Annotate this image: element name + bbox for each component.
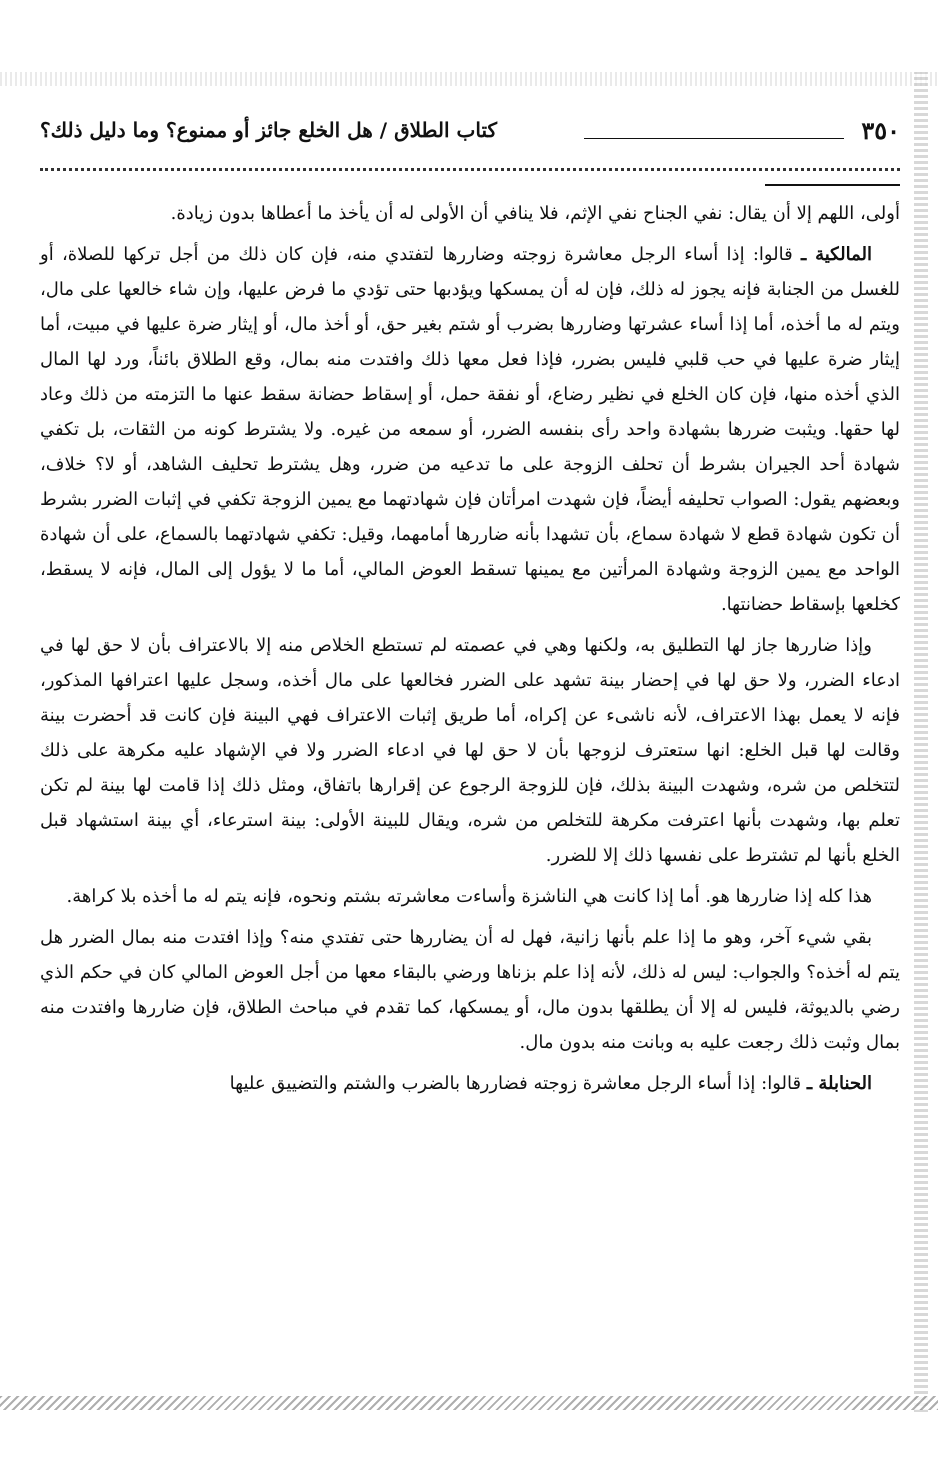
page-body: [40, 196, 900, 1107]
paragraph-text: هذا كله إذا ضاررها هو. أما إذا كانت هي الناشزة وأساءت معاشرته بشتم ونحوه، فإنه يتم له ما أخذه بلا كراهة.: [66, 886, 872, 907]
page-number: ٣٥٠: [861, 116, 900, 145]
header-dotted-rule: [40, 168, 900, 171]
paragraph: [40, 879, 900, 914]
school-heading-hanbali: الحنابلة ـ: [806, 1073, 872, 1094]
paragraph-text: قالوا: إذا أساء الرجل معاشرة زوجته وضاررها لتفتدي منه، فإن كان ذلك من أجل تركها للصلاة، أو للغسل من الجنابة فإنه يجوز له ذلك، فإن له أن يمسكها ويؤدبها حتى تؤدي ما فرض عليها، وإن شاء خالعها على مال، ويتم له ما أخذه، أما إذا أساء عشرتها وضاررها بضرب أو شتم بغير حق، أو أخذ مال، أو إيثار ضرة عليها في مبيت، أما إيثار ضرة عليها في حب قلبي فليس بضرر، فإذا فعل معها ذلك وافتدت منه بمال، وقع الطلاق بائناً، ورد لها المال الذي أخذه منها، فإن كان الخلع في نظير رضاع، أو نفقة حمل، أو إسقاط حضانة سقط عنها ما التزمته من ذلك وعاد لها حقها. ويثبت ضررها بشهادة واحد رأى بنفسه الضرر، أو سمعه من غيره. ولا يشترط كونه من الثقات، بل تكفي شهادة أحد الجيران بشرط أن تحلف الزوجة على ما تدعيه من ضرر، وهل يشترط تحليف الشاهد، أو لا؟ خلاف، وبعضهم يقول: الصواب تحليفه أيضاً، فإن شهدت امرأتان فإن شهادتهما مع يمين الزوجة تكفي في إثبات الضرر بشرط أن تكون شهادة قطع لا شهادة سماع، بأن تشهدا بأنه ضاررها أمامهما، وقيل: تكفي شهادتهما بالسماع، على أن شهادة الواحد مع يمين الزوجة وشهادة المرأتين مع يمينها تسقط العوض المالي، أما ما لا يؤول إلى المال، فإنه لا يسقط، كخلعها بإسقاط حضانتها.: [40, 244, 900, 615]
paragraph-text: أولى، اللهم إلا أن يقال: نفي الجناح نفي الإثم، فلا ينافي أن الأولى له أن يأخذ ما أعطاها بدون زيادة.: [170, 203, 900, 224]
running-header: [40, 112, 900, 152]
paragraph: [40, 237, 900, 622]
paragraph-text: بقي شيء آخر، وهو ما إذا علم بأنها زانية، فهل له أن يضاررها حتى تفتدي منه؟ وإذا افتدت منه بمال الضرر هل يتم له أخذه؟ والجواب: ليس له ذلك، لأنه إذا علم بزناها ورضي بالبقاء معها من أجل العوض المالي كان في حكم الذي رضي بالديوثة، فليس له إلا أن يطلقها بدون مال، أو يمسكها، كما تقدم في مباحث الطلاق، فإن ضاررها وافتدت منه بمال وثبت ذلك رجعت عليه به وبانت منه بدون مال.: [40, 927, 900, 1053]
paragraph: [40, 920, 900, 1060]
paragraph: [40, 628, 900, 873]
school-heading-maliki: المالكية ـ: [801, 244, 872, 265]
top-ornament-border: [0, 72, 938, 86]
paragraph-text: وإذا ضاررها جاز لها التطليق به، ولكنها وهي في عصمته لم تستطع الخلاص منه إلا بالاعتراف بأن لا حق لها في ادعاء الضرر، ولا حق لها في إحضار بينة تشهد على الضرر فخالعها على مال أخذه، وسجل عليها اعترافها المذكور، فإنه لا يعمل بهذا الاعتراف، لأنه ناشىء عن إكراه، أما طريق إثبات الاعتراف فهي البينة فإن كانت قد أحضرت بينة وقالت لها قبل الخلع: انها ستعترف لزوجها بأن لا حق لها في ادعاء الضرر ولا في الإشهاد عليه مكرهة على ذلك لتتخلص من شره، وشهدت البينة بذلك، فإن للزوجة الرجوع عن إقرارها باتفاق، ومثل ذلك إذا قامت لها بينة لم تكن تعلم بها، وشهدت بأنها اعترفت مكرهة للتخلص من شره، ويقال للبينة الأولى: بينة استرعاء، أي بينة استشهاد قبل الخلع بأنها لم تشترط على نفسها ذلك إلا للضرر.: [40, 635, 900, 866]
paragraph: [40, 1066, 900, 1101]
right-ornament-border: [914, 72, 928, 1412]
running-title: كتاب الطلاق / هل الخلع جائز أو ممنوع؟ وما دليل ذلك؟: [40, 118, 498, 142]
paragraph: [40, 196, 900, 231]
paragraph-text: قالوا: إذا أساء الرجل معاشرة زوجته فضاررها بالضرب والشتم والتضييق عليها: [229, 1073, 802, 1094]
header-rule: [584, 138, 844, 139]
bottom-ornament-border: [0, 1396, 938, 1410]
continuation-divider: [765, 184, 900, 186]
